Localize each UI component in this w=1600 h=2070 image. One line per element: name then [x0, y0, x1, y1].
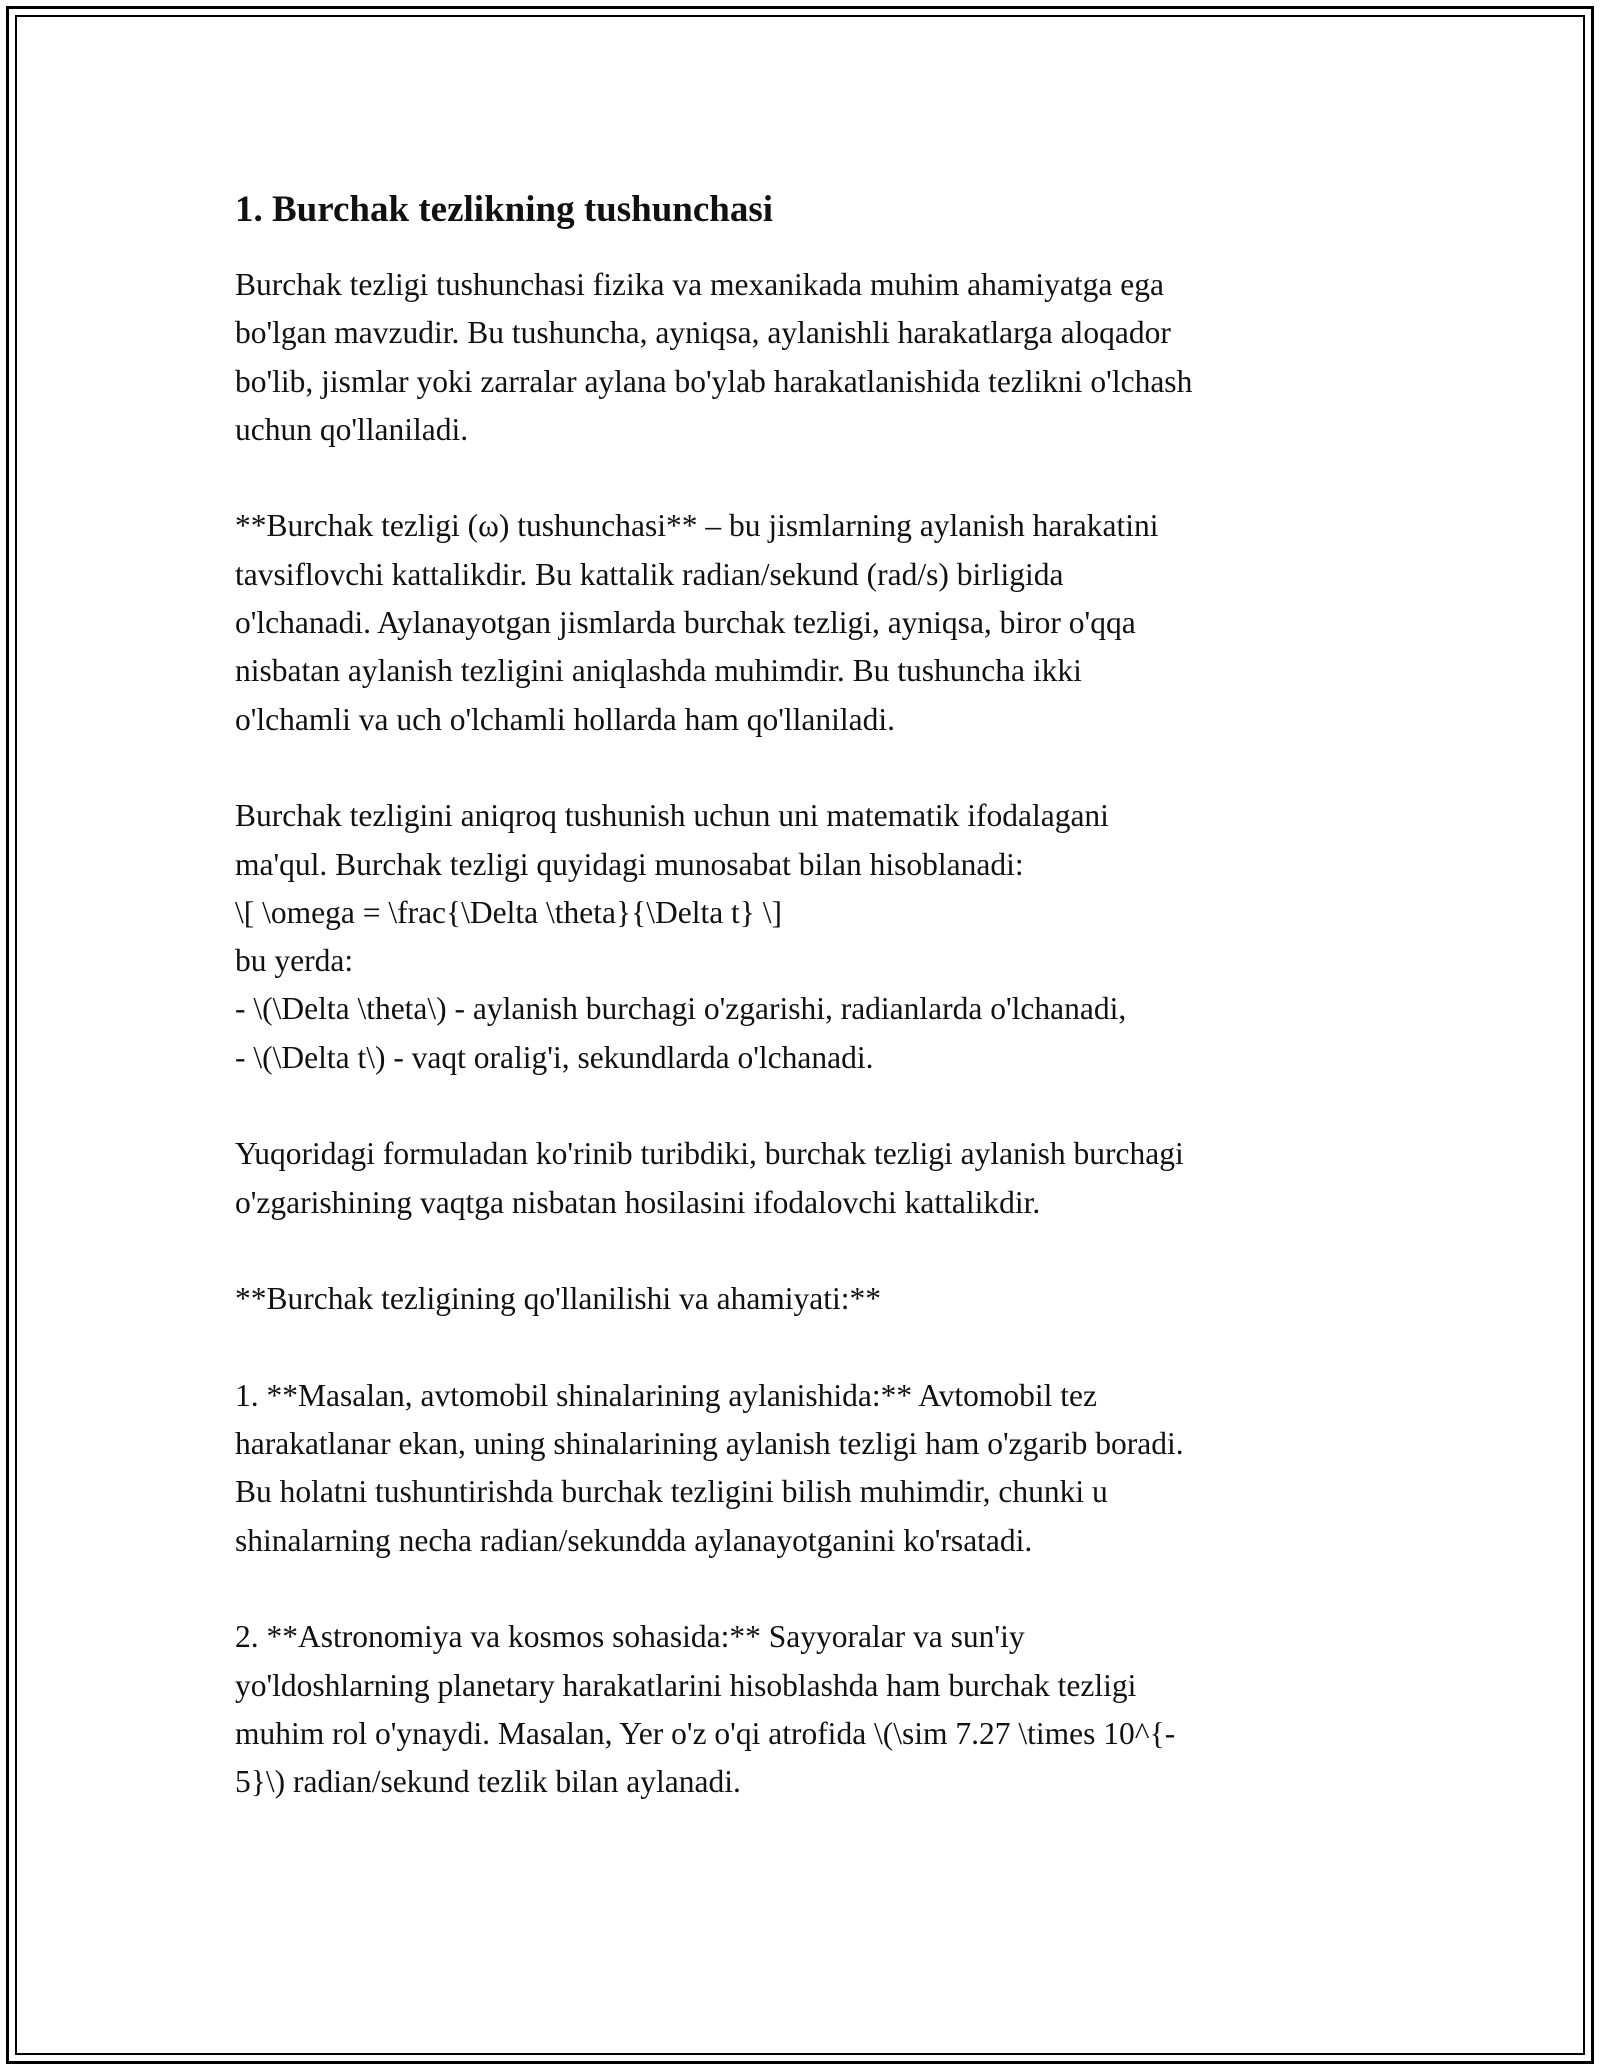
text-line: 1. **Masalan, avtomobil shinalarining aylanishida:** Avtomobil tez [235, 1377, 1098, 1413]
paragraph-definition [235, 502, 1365, 743]
paragraph-intro [235, 261, 1365, 454]
text-line: Burchak tezligi tushunchasi fizika va mexanikada muhim ahamiyatga ega [235, 267, 1164, 302]
text-line: Bu holatni tushuntirishda burchak tezligini bilish muhimdir, chunki u [235, 1474, 1108, 1510]
paragraph-list-item-2 [235, 1613, 1365, 1806]
text-line: bu yerda: [235, 943, 354, 979]
text-line: bo'lib, jismlar yoki zarralar aylana bo'ylab harakatlanishida tezlikni o'lchash [235, 363, 1193, 399]
text-line: yo'ldoshlarning planetary harakatlarini hisoblashda ham burchak tezligi [235, 1667, 1137, 1703]
paragraph-formula [235, 792, 1365, 1082]
text-line: harakatlanar ekan, uning shinalarining aylanish tezligi ham o'zgarib boradi. [235, 1426, 1184, 1462]
paragraph-subheading [235, 1275, 1365, 1323]
text-line: 2. **Astronomiya va kosmos sohasida:** Sayyoralar va sun'iy [235, 1619, 1025, 1655]
text-line: - \(\Delta \theta\) - aylanish burchagi o'zgarishi, radianlarda o'lchanadi, [235, 991, 1127, 1027]
text-line: ma'qul. Burchak tezligi quyidagi munosabat bilan hisoblanadi: [235, 846, 1024, 882]
text-line: muhim rol o'ynaydi. Masalan, Yer o'z o'qi atrofida \(\sim 7.27 \times 10^{- [235, 1715, 1176, 1751]
text-line: o'lchamli va uch o'lchamli hollarda ham qo'llaniladi. [235, 701, 895, 737]
text-line: Yuqoridagi formuladan ko'rinib turibdiki, burchak tezligi aylanish burchagi [235, 1136, 1184, 1172]
text-line: **Burchak tezligining qo'llanilishi va ahamiyati:** [235, 1281, 882, 1317]
text-line: **Burchak tezligi (ω) tushunchasi** – bu jismlarning aylanish harakatini [235, 508, 1159, 544]
text-line: o'lchanadi. Aylanayotgan jismlarda burchak tezligi, ayniqsa, biror o'qqa [235, 605, 1136, 641]
section-heading: 1. Burchak tezlikning tushunchasi [235, 189, 774, 230]
text-line: 5}\) radian/sekund tezlik bilan aylanadi. [235, 1764, 741, 1800]
text-line: nisbatan aylanish tezligini aniqlashda muhimdir. Bu tushuncha ikki [235, 653, 1082, 689]
document-body [235, 185, 1365, 1855]
text-line: shinalarning necha radian/sekundda aylanayotganini ko'rsatadi. [235, 1522, 1033, 1558]
formula-line: \[ \omega = \frac{\Delta \theta}{\Delta t} \] [235, 894, 783, 930]
paragraph-list-item-1 [235, 1372, 1365, 1565]
text-line: uchun qo'llaniladi. [235, 411, 469, 447]
paragraph-conclusion [235, 1130, 1365, 1227]
text-line: tavsiflovchi kattalikdir. Bu kattalik radian/sekund (rad/s) birligida [235, 556, 1064, 592]
text-line: - \(\Delta t\) - vaqt oralig'i, sekundlarda o'lchanadi. [235, 1039, 874, 1075]
text-line: o'zgarishining vaqtga nisbatan hosilasini ifodalovchi kattalikdir. [235, 1184, 1041, 1220]
text-line: bo'lgan mavzudir. Bu tushuncha, ayniqsa, aylanishli harakatlarga aloqador [235, 315, 1171, 351]
text-line: Burchak tezligini aniqroq tushunish uchun uni matematik ifodalagani [235, 798, 1109, 834]
